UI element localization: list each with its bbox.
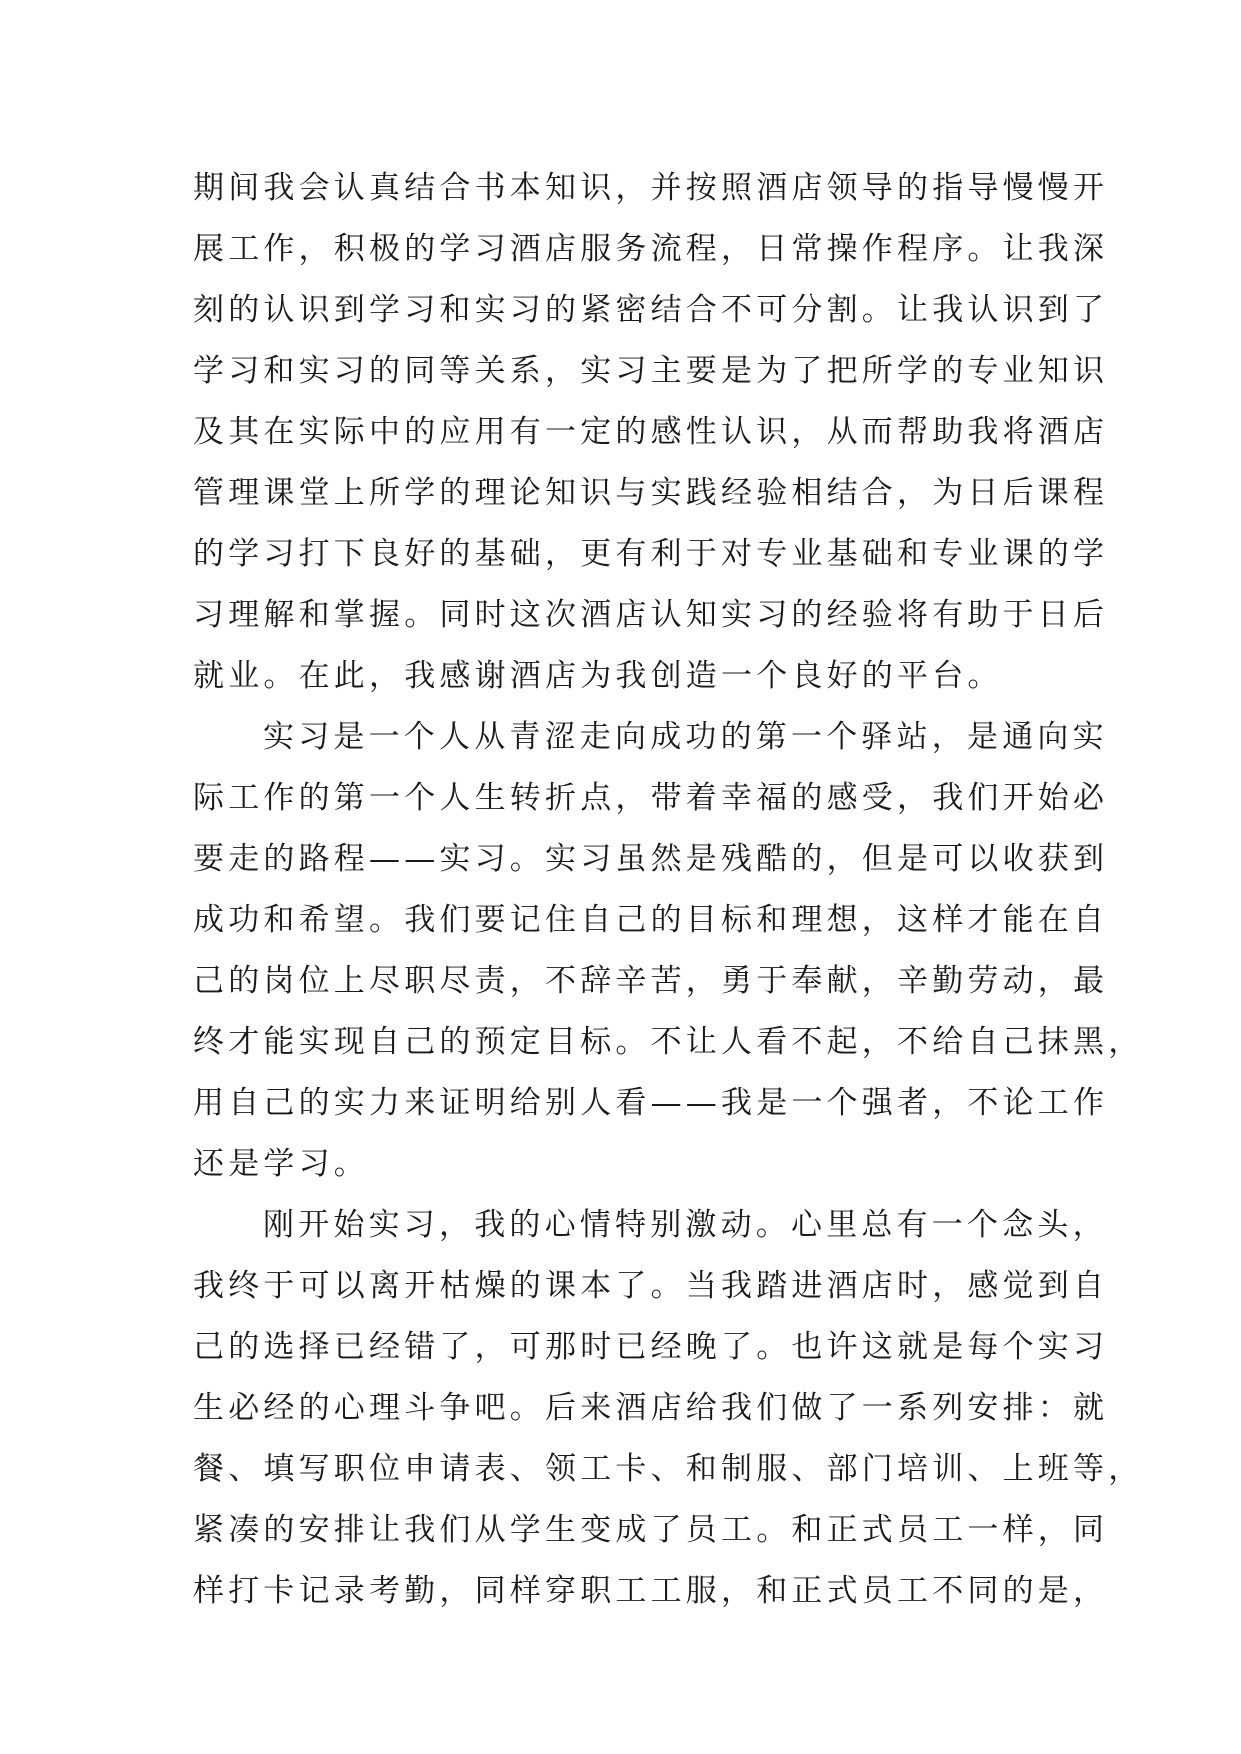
text-line: 展工作，积极的学习酒店服务流程，日常操作程序。让我深: [193, 231, 1109, 267]
text-line: 实习是一个人从青涩走向成功的第一个驿站，是通向实: [263, 719, 1108, 755]
text-line: 学习和实习的同等关系，实习主要是为了把所学的专业知识: [193, 353, 1109, 389]
text-line: 刚开始实习，我的心情特别激动。心里总有一个念头，: [263, 1207, 1108, 1243]
text-line: 及其在实际中的应用有一定的感性认识，从而帮助我将酒店: [193, 414, 1109, 450]
text-line: 就业。在此，我感谢酒店为我创造一个良好的平台。: [193, 658, 1003, 694]
text-line: 成功和希望。我们要记住自己的目标和理想，这样才能在自: [193, 902, 1109, 938]
text-line: 习理解和掌握。同时这次酒店认知实习的经验将有助于日后: [193, 597, 1109, 633]
text-line: 要走的路程——实习。实习虽然是残酷的，但是可以收获到: [193, 841, 1109, 877]
paragraph-2: [193, 707, 1144, 1195]
text-line: 生必经的心理斗争吧。后来酒店给我们做了一系列安排：就: [193, 1390, 1109, 1426]
text-line: 终才能实现自己的预定目标。不让人看不起，不给自己抹黑，: [193, 1024, 1144, 1060]
text-line: 际工作的第一个人生转折点，带着幸福的感受，我们开始必: [193, 780, 1109, 816]
text-line: 的学习打下良好的基础，更有利于对专业基础和专业课的学: [193, 536, 1109, 572]
text-line: 己的选择已经错了，可那时已经晚了。也许这就是每个实习: [193, 1329, 1109, 1365]
text-line: 期间我会认真结合书本知识，并按照酒店领导的指导慢慢开: [193, 170, 1109, 206]
text-line: 用自己的实力来证明给别人看——我是一个强者，不论工作: [193, 1085, 1109, 1121]
text-line: 我终于可以离开枯燥的课本了。当我踏进酒店时，感觉到自: [193, 1268, 1109, 1304]
text-line: 餐、填写职位申请表、领工卡、和制服、部门培训、上班等，: [193, 1451, 1144, 1487]
text-line: 己的岗位上尽职尽责，不辞辛苦，勇于奉献，辛勤劳动，最: [193, 963, 1109, 999]
document-body: [193, 158, 1144, 1622]
text-line: 样打卡记录考勤，同样穿职工工服，和正式员工不同的是，: [193, 1573, 1109, 1609]
text-line: 管理课堂上所学的理论知识与实践经验相结合，为日后课程: [193, 475, 1109, 511]
text-line: 刻的认识到学习和实习的紧密结合不可分割。让我认识到了: [193, 292, 1109, 328]
paragraph-3: [193, 1195, 1144, 1622]
paragraph-1: [193, 158, 1109, 707]
text-line: 紧凑的安排让我们从学生变成了员工。和正式员工一样，同: [193, 1512, 1109, 1548]
text-line: 还是学习。: [193, 1146, 369, 1182]
